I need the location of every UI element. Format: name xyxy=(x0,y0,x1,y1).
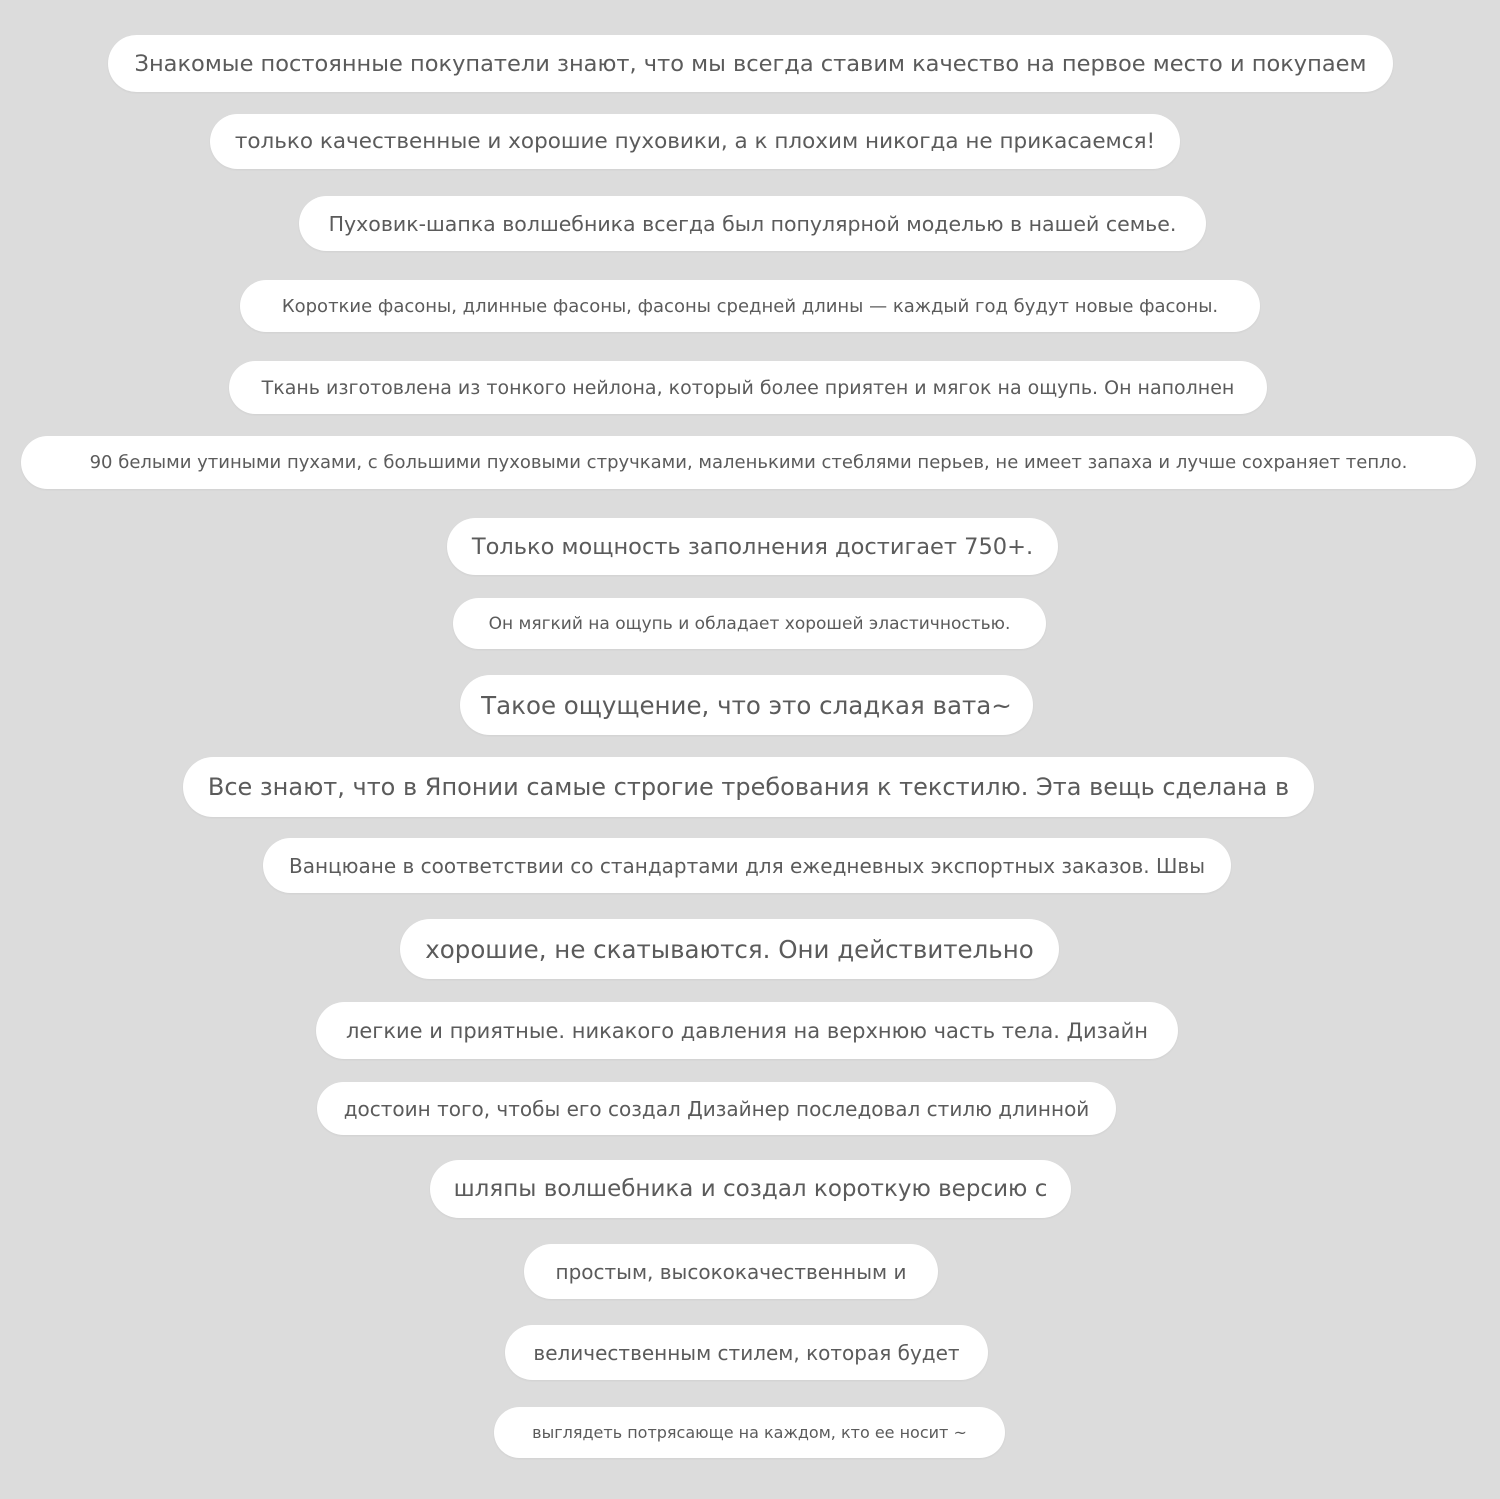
text-line-5-label: Ткань изготовлена из тонкого нейлона, который более приятен и мягок на ощупь. Он наполнен xyxy=(261,376,1235,399)
text-line-3 xyxy=(299,196,1206,251)
text-line-13 xyxy=(316,1002,1178,1059)
text-line-15-label: шляпы волшебника и создал короткую версию с xyxy=(453,1176,1048,1202)
text-line-18 xyxy=(494,1407,1005,1458)
text-line-11-label: Ванцюане в соответствии со стандартами для ежедневных экспортных заказов. Швы xyxy=(288,853,1205,878)
text-line-11 xyxy=(263,838,1231,893)
text-line-1 xyxy=(108,35,1393,92)
text-line-17-label: величественным стилем, которая будет xyxy=(533,1340,960,1365)
text-line-10-label: Все знают, что в Японии самые строгие требования к текстилю. Эта вещь сделана в xyxy=(207,773,1290,801)
text-line-12 xyxy=(400,919,1059,979)
text-line-10 xyxy=(183,757,1314,817)
text-line-8 xyxy=(453,598,1046,649)
text-line-14-label: достоин того, чтобы его создал Дизайнер последовал стилю длинной xyxy=(343,1096,1090,1121)
text-line-4-label: Короткие фасоны, длинные фасоны, фасоны средней длины — каждый год будут новые фасоны. xyxy=(281,295,1219,317)
text-line-7-label: Только мощность заполнения достигает 750+. xyxy=(471,533,1034,560)
text-line-4 xyxy=(240,280,1260,332)
text-line-3-label: Пуховик-шапка волшебника всегда был популярной моделью в нашей семье. xyxy=(328,211,1177,236)
text-line-8-label: Он мягкий на ощупь и обладает хорошей эластичностью. xyxy=(488,613,1011,634)
text-line-7 xyxy=(447,518,1058,575)
text-line-12-label: хорошие, не скатываются. Они действительно xyxy=(425,934,1034,964)
text-line-2-label: только качественные и хорошие пуховики, а к плохим никогда не прикасаемся! xyxy=(234,129,1156,154)
text-line-16 xyxy=(524,1244,938,1299)
text-line-6 xyxy=(21,436,1476,489)
text-line-16-label: простым, высококачественным и xyxy=(555,1259,907,1284)
text-line-9-label: Такое ощущение, что это сладкая вата~ xyxy=(481,690,1012,720)
text-line-14 xyxy=(317,1082,1116,1135)
text-line-18-label: выглядеть потрясающе на каждом, кто ее носит ~ xyxy=(532,1423,967,1442)
text-line-1-label: Знакомые постоянные покупатели знают, что мы всегда ставим качество на первое место и покупаем xyxy=(134,50,1367,77)
text-line-6-label: 90 белыми утиными пухами, с большими пуховыми стручками, маленькими стеблями перьев, не имеет запаха и лучше сохраняет тепло. xyxy=(89,452,1408,473)
text-line-9 xyxy=(460,675,1033,735)
text-line-17 xyxy=(505,1325,988,1380)
text-line-13-label: легкие и приятные. никакого давления на верхнюю часть тела. Дизайн xyxy=(345,1018,1149,1043)
text-line-2 xyxy=(210,114,1180,169)
text-line-5 xyxy=(229,361,1267,414)
text-line-15 xyxy=(430,1160,1071,1218)
